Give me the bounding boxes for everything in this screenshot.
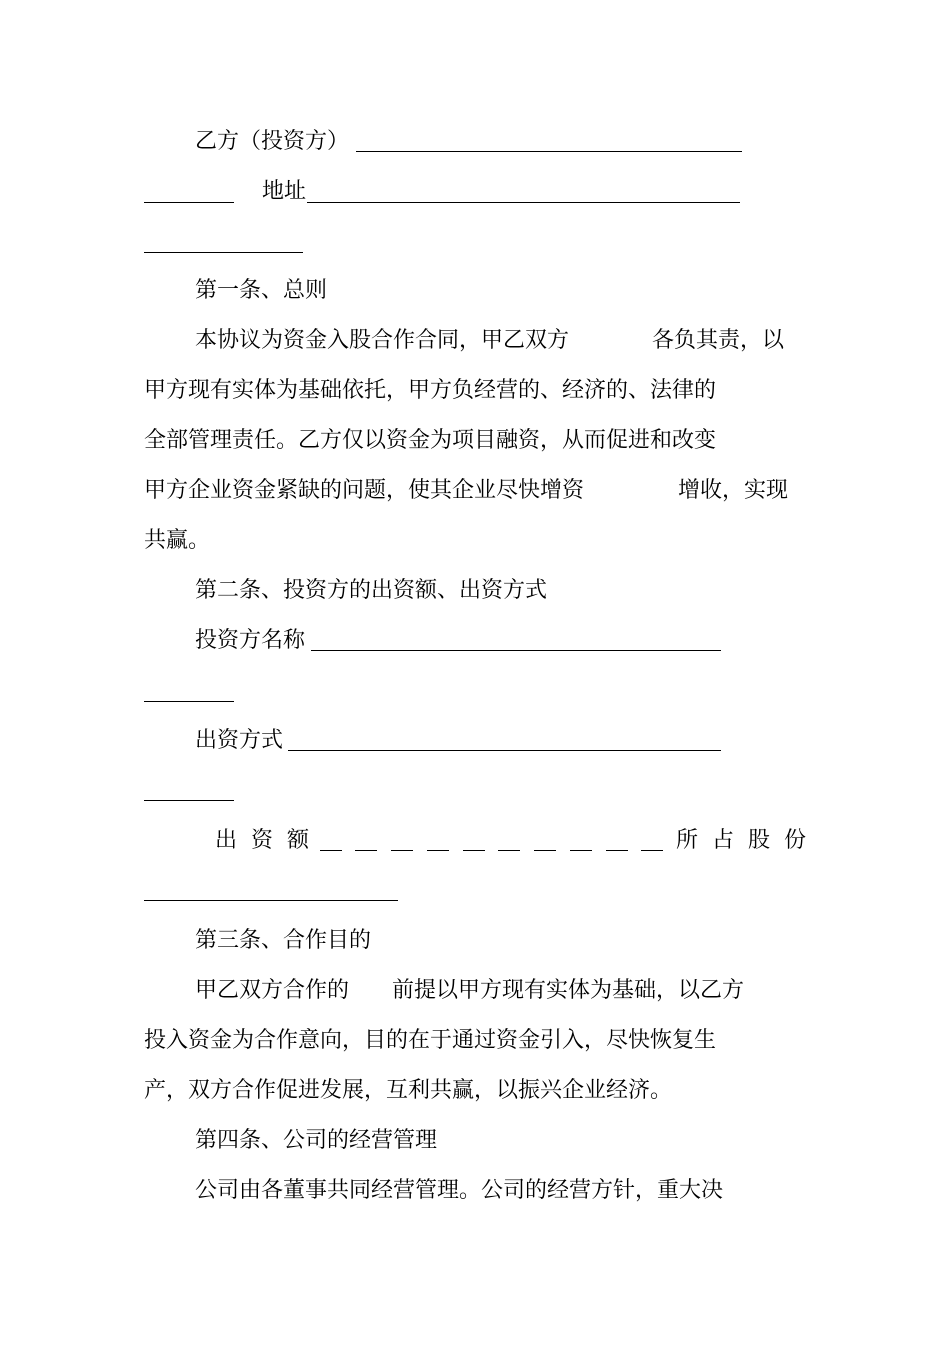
investor-name-label: 投资方名称 <box>195 628 306 653</box>
article1-line: 各负其责，以 <box>652 328 785 353</box>
article3-line: 投入资金为合作意向，目的在于通过资金引入，尽快恢复生 <box>144 1028 717 1053</box>
investor-name-blank <box>311 650 721 651</box>
article1-line: 全部管理责任。乙方仅以资金为项目融资，从而促进和改变 <box>144 428 717 453</box>
article3-heading: 第三条、合作目的 <box>195 928 372 953</box>
article2-heading: 第二条、投资方的出资额、出资方式 <box>195 578 548 603</box>
contribution-method-blank-continued <box>144 800 234 801</box>
article1-line: 增收，实现 <box>678 478 789 503</box>
article1-line: 本协议为资金入股合作合同，甲乙双方 <box>195 328 570 353</box>
share-label: 所占股份 <box>676 828 821 853</box>
party-b-blank <box>356 151 742 152</box>
amount-blank-dash <box>641 850 663 851</box>
amount-blank-dash <box>498 850 520 851</box>
article1-heading: 第一条、总则 <box>195 278 328 303</box>
amount-blank-dash <box>391 850 413 851</box>
article3-line: 产，双方合作促进发展，互利共赢，以振兴企业经济。 <box>144 1078 673 1103</box>
address-label: 地址 <box>262 179 307 204</box>
amount-blank-dash <box>355 850 377 851</box>
investor-name-blank-continued <box>144 701 234 702</box>
share-blank <box>144 900 398 901</box>
article4-line: 公司由各董事共同经营管理。公司的经营方针，重大决 <box>195 1178 724 1203</box>
amount-label: 出资额 <box>215 828 324 853</box>
amount-blank-dash <box>320 850 342 851</box>
address-blank <box>307 202 740 203</box>
article4-heading: 第四条、公司的经营管理 <box>195 1128 438 1153</box>
amount-blank-dash <box>534 850 556 851</box>
address-blank-continued <box>144 252 303 253</box>
party-b-blank-continued <box>144 202 234 203</box>
article1-line: 甲方现有实体为基础依托，甲方负经营的、经济的、法律的 <box>144 378 717 403</box>
contribution-method-label: 出资方式 <box>195 728 284 753</box>
amount-blank-dash <box>463 850 485 851</box>
party-b-label: 乙方（投资方） <box>195 129 350 154</box>
amount-blank-dash <box>427 850 449 851</box>
article1-line: 甲方企业资金紧缺的问题，使其企业尽快增资 <box>144 478 585 503</box>
article3-line: 甲乙双方合作的 <box>195 978 350 1003</box>
amount-blank-dash <box>570 850 592 851</box>
article3-line: 前提以甲方现有实体为基础，以乙方 <box>392 978 745 1003</box>
contribution-method-blank <box>288 750 721 751</box>
article1-line: 共赢。 <box>144 528 211 553</box>
amount-blank-dash <box>606 850 628 851</box>
